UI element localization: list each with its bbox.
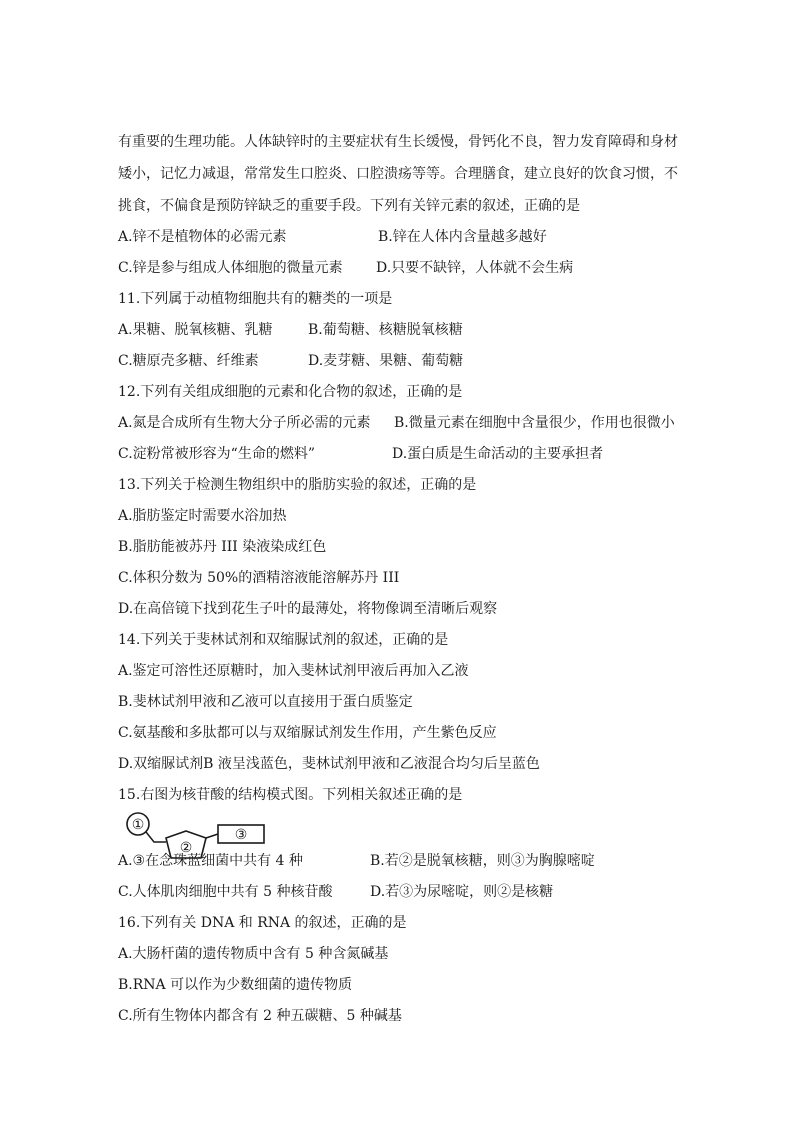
q10-option-row-1 xyxy=(118,227,547,247)
q12-stem: 12.下列有关组成细胞的元素和化合物的叙述，正确的是 xyxy=(118,384,463,400)
q14-option-b: B.斐林试剂甲液和乙液可以直接用于蛋白质鉴定 xyxy=(118,694,413,710)
q14-option-a: A.鉴定可溶性还原糖时，加入斐林试剂甲液后再加入乙液 xyxy=(118,663,469,679)
q14-option-c: C.氨基酸和多肽都可以与双缩脲试剂发生作用，产生紫色反应 xyxy=(118,725,497,741)
q14-stem: 14.下列关于斐林试剂和双缩脲试剂的叙述，正确的是 xyxy=(118,632,449,648)
q11-option-c: C.糖原壳多糖、纤维素 xyxy=(118,353,259,369)
q12-option-d: D.蛋白质是生命活动的主要承担者 xyxy=(392,446,604,462)
q13-option-c: C.体积分数为 50%的酒精溶液能溶解苏丹 III xyxy=(118,570,400,586)
q13-stem: 13.下列关于检测生物组织中的脂肪实验的叙述，正确的是 xyxy=(118,477,477,493)
q13-option-a: A.脂肪鉴定时需要水浴加热 xyxy=(118,508,287,524)
q10-option-a: A.锌不是植物体的必需元素 xyxy=(118,229,287,245)
diagram-label-2: ② xyxy=(179,840,193,856)
q12-option-row-2 xyxy=(118,444,604,464)
sugar-base-bond xyxy=(206,834,218,838)
q12-option-b: B.微量元素在细胞中含量很少，作用也很微小 xyxy=(394,415,675,431)
q15-stem: 15.右图为核苷酸的结构模式图。下列相关叙述正确的是 xyxy=(118,787,463,803)
q11-stem: 11.下列属于动植物细胞共有的糖类的一项是 xyxy=(118,291,393,307)
q14-option-d: D.双缩脲试剂B 液呈浅蓝色，斐林试剂甲液和乙液混合均匀后呈蓝色 xyxy=(118,756,540,772)
q16-option-a: A.大肠杆菌的遗传物质中含有 5 种含氮碱基 xyxy=(118,946,389,962)
q15-option-c: C.人体肌肉细胞中共有 5 种核苷酸 xyxy=(118,884,333,900)
q12-option-c: C.淀粉常被形容为“生命的燃料” xyxy=(118,446,315,462)
q10-option-b: B.锌在人体内含量越多越好 xyxy=(378,229,547,245)
q15-option-a: A.③在念珠蓝细菌中共有 4 种 xyxy=(118,853,303,869)
q15-option-d: D.若③为尿嘧啶，则②是核糖 xyxy=(370,884,554,900)
q13-option-b: B.脂肪能被苏丹 III 染液染成红色 xyxy=(118,539,327,555)
q11-option-row-1 xyxy=(118,320,463,340)
q11-option-b: B.葡萄糖、核糖脱氧核糖 xyxy=(308,322,463,338)
q15-option-row-2 xyxy=(118,882,554,902)
q15-option-row-1 xyxy=(118,851,595,871)
q13-option-d: D.在高倍镜下找到花生子叶的最薄处，将物像调至清晰后观察 xyxy=(118,601,498,617)
q12-option-row-1 xyxy=(118,413,675,433)
q11-option-d: D.麦芽糖、果糖、葡萄糖 xyxy=(308,353,464,369)
q16-option-b: B.RNA 可以作为少数细菌的遗传物质 xyxy=(118,977,353,993)
q11-option-row-2 xyxy=(118,351,464,371)
phosphate-sugar-bond xyxy=(146,832,166,842)
q10-option-row-2 xyxy=(118,258,574,278)
q10-option-c: C.锌是参与组成人体细胞的微量元素 xyxy=(118,260,343,276)
q16-stem: 16.下列有关 DNA 和 RNA 的叙述，正确的是 xyxy=(118,915,407,931)
intro-line-1: 有重要的生理功能。人体缺锌时的主要症状有生长缓慢，骨钙化不良，智力发育障碍和身材 xyxy=(118,134,678,150)
q16-option-c: C.所有生物体内都含有 2 种五碳糖、5 种碱基 xyxy=(118,1008,402,1024)
intro-line-2: 矮小，记忆力减退，常常发生口腔炎、口腔溃疡等等。合理膳食，建立良好的饮食习惯，不 xyxy=(118,166,678,182)
q11-option-a: A.果糖、脱氧核糖、乳糖 xyxy=(118,322,273,338)
diagram-label-1: ① xyxy=(131,817,145,833)
q15-option-b: B.若②是脱氧核糖，则③为胸腺嘧啶 xyxy=(370,853,595,869)
q10-option-d: D.只要不缺锌，人体就不会生病 xyxy=(376,260,574,276)
intro-line-3: 挑食，不偏食是预防锌缺乏的重要手段。下列有关锌元素的叙述，正确的是 xyxy=(118,198,580,214)
q12-option-a: A.氮是合成所有生物大分子所必需的元素 xyxy=(118,415,371,431)
diagram-label-3: ③ xyxy=(234,827,248,843)
